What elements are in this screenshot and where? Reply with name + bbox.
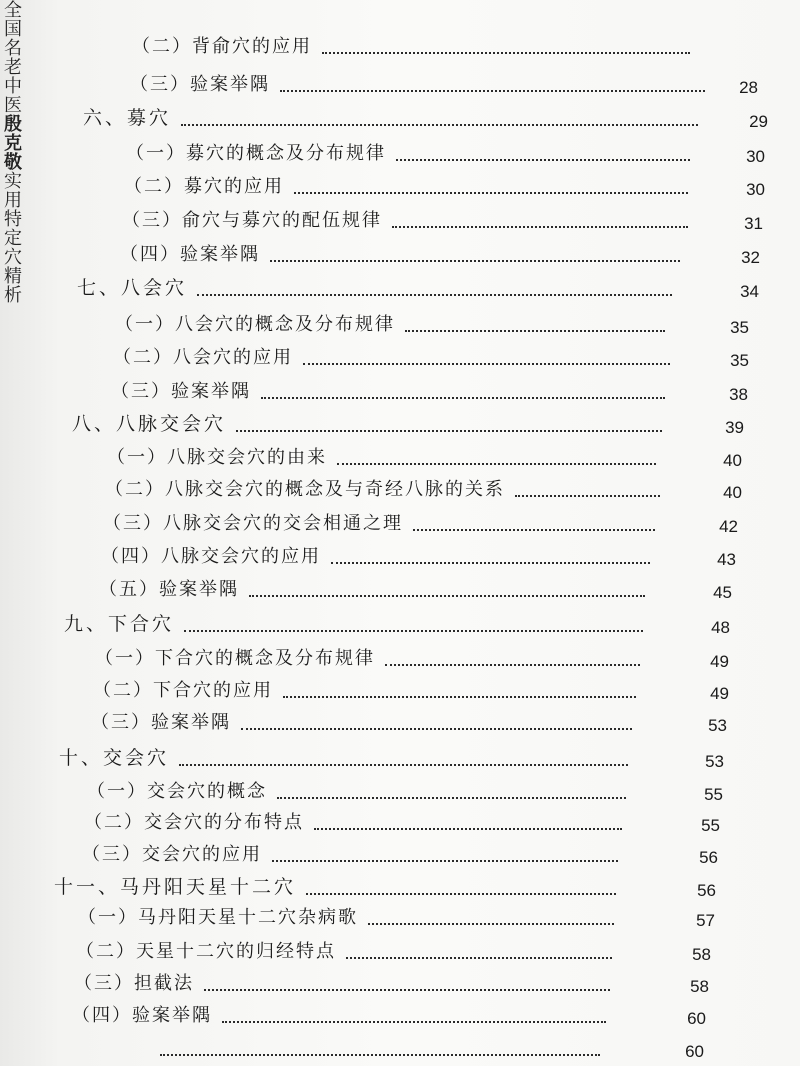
toc-entry-title: 十一、马丹阳天星十二穴: [54, 876, 297, 898]
toc-page-number: 56: [699, 848, 718, 867]
toc-page-number: 57: [696, 911, 715, 930]
toc-page-number: 31: [744, 214, 763, 233]
toc-entry-title: （二）下合穴的应用: [93, 680, 273, 701]
toc-page-number: 35: [730, 351, 749, 370]
toc-entry-title: （三）担截法: [74, 973, 194, 994]
toc-leader-dots: [392, 226, 688, 228]
toc-leader-dots: [283, 696, 636, 698]
toc-leader-dots: [322, 52, 690, 54]
toc-page-number: 55: [701, 816, 720, 835]
toc-entry-title: （一）募穴的概念及分布规律: [126, 143, 386, 164]
toc-entry-title: 六、募穴: [83, 107, 172, 129]
toc-subsection-entry[interactable]: [0, 206, 800, 236]
toc-entry-title: （三）验案举隅: [111, 381, 251, 402]
toc-page-number: 60: [685, 1042, 704, 1061]
toc-leader-dots: [405, 330, 665, 332]
toc-page-number: 28: [739, 78, 758, 97]
toc-entry-title: （五）验案举隅: [99, 579, 239, 600]
toc-entry-title: （一）下合穴的概念及分布规律: [95, 648, 375, 669]
toc-page-number: 49: [710, 652, 729, 671]
toc-leader-dots: [222, 1021, 606, 1023]
toc-entry-title: （一）八会穴的概念及分布规律: [115, 314, 395, 335]
toc-subsection-entry[interactable]: [0, 172, 800, 202]
toc-leader-dots: [396, 159, 690, 161]
toc-subsection-entry[interactable]: [0, 644, 800, 674]
toc-subsection-entry[interactable]: [0, 32, 800, 62]
toc-entry-title: （二）八会穴的应用: [113, 347, 293, 368]
toc-leader-dots: [331, 562, 650, 564]
toc-leader-dots: [197, 294, 672, 296]
toc-section-entry[interactable]: [0, 410, 800, 440]
toc-page-number: 60: [687, 1009, 706, 1028]
toc-leader-dots: [515, 495, 660, 497]
toc-leader-dots: [277, 797, 626, 799]
toc-leader-dots: [314, 828, 622, 830]
toc-page-number: 49: [710, 684, 729, 703]
toc-page-number: 40: [723, 483, 742, 502]
spine-book-title: 实用特定穴精析: [1, 171, 22, 304]
toc-entry-title: （一）八脉交会穴的由来: [107, 447, 327, 468]
toc-subsection-entry[interactable]: [0, 937, 800, 967]
toc-entry-title: （二）八脉交会穴的概念及与奇经八脉的关系: [105, 479, 505, 500]
toc-page-number: 55: [704, 785, 723, 804]
toc-page-number: 38: [729, 385, 748, 404]
toc-leader-dots: [270, 260, 680, 262]
toc-page-number: 43: [717, 550, 736, 569]
toc-leader-dots: [280, 90, 705, 92]
toc-leader-dots: [261, 397, 665, 399]
toc-page-number: 53: [705, 752, 724, 771]
toc-subsection-entry[interactable]: [0, 343, 800, 373]
toc-entry-title: （二）背俞穴的应用: [132, 36, 312, 57]
toc-entry-title: （一）交会穴的概念: [87, 781, 267, 802]
toc-page-number: 42: [719, 517, 738, 536]
toc-entry-title: 十、交会穴: [59, 747, 170, 769]
toc-leader-dots: [204, 989, 610, 991]
toc-page-number: 35: [730, 318, 749, 337]
spine-series: 全国名老中医: [1, 0, 22, 114]
toc-leader-dots: [337, 463, 656, 465]
toc-subsection-entry[interactable]: [0, 70, 800, 100]
toc-leader-dots: [179, 764, 628, 766]
toc-subsection-entry[interactable]: [0, 575, 800, 605]
toc-subsection-entry[interactable]: [0, 310, 800, 340]
toc-section-entry[interactable]: [0, 274, 800, 304]
toc-leader-dots: [413, 529, 655, 531]
toc-page-number: 30: [746, 180, 765, 199]
toc-entry-title: （四）验案举隅: [120, 244, 260, 265]
toc-leader-dots: [385, 664, 640, 666]
toc-leader-dots: [181, 124, 698, 126]
toc-leader-dots: [306, 893, 616, 895]
toc-page-number: 30: [746, 147, 765, 166]
toc-page-number: 53: [708, 716, 727, 735]
toc-leader-dots: [241, 728, 632, 730]
toc-entry-title: 八、八脉交会穴: [72, 413, 227, 435]
toc-page-number: 39: [725, 418, 744, 437]
toc-subsection-entry[interactable]: [0, 903, 800, 933]
toc-entry-title: （二）募穴的应用: [124, 176, 284, 197]
toc-entry-title: （四）验案举隅: [72, 1005, 212, 1026]
toc-page-number: 40: [723, 451, 742, 470]
toc-subsection-entry[interactable]: [0, 676, 800, 706]
toc-subsection-entry[interactable]: [0, 443, 800, 473]
toc-subsection-entry[interactable]: [0, 509, 800, 539]
toc-page-number: 32: [741, 248, 760, 267]
toc-section-entry[interactable]: [0, 104, 800, 134]
toc-leader-dots: [160, 1054, 600, 1056]
toc-entry-title: 七、八会穴: [77, 277, 188, 299]
toc-leader-dots: [272, 860, 618, 862]
toc-subsection-entry[interactable]: [0, 708, 800, 738]
toc-leader-dots: [303, 363, 670, 365]
toc-page-number: 56: [697, 881, 716, 900]
toc-leader-dots: [294, 192, 688, 194]
toc-page-number: 34: [740, 282, 759, 301]
toc-entry-title: （二）天星十二穴的归经特点: [76, 941, 336, 962]
toc-page-number: 29: [749, 112, 768, 131]
toc-page-number: 58: [692, 945, 711, 964]
toc-subsection-entry[interactable]: [0, 1001, 800, 1031]
toc-subsection-entry[interactable]: [0, 969, 800, 999]
toc-leader-dots: [368, 923, 614, 925]
toc-subsection-entry[interactable]: [0, 808, 800, 838]
toc-entry-title: （三）验案举隅: [130, 74, 270, 95]
toc-subsection-entry[interactable]: [0, 377, 800, 407]
toc-subsection-entry[interactable]: [0, 240, 800, 270]
toc-subsection-entry[interactable]: [0, 777, 800, 807]
toc-page-number: 48: [711, 618, 730, 637]
toc-page-number: 58: [690, 977, 709, 996]
toc-leader-dots: [346, 957, 612, 959]
toc-entry-title: （一）马丹阳天星十二穴杂病歌: [78, 907, 358, 928]
toc-subsection-entry[interactable]: [0, 139, 800, 169]
toc-subsection-entry[interactable]: [0, 542, 800, 572]
toc-subsection-entry[interactable]: [0, 1034, 800, 1064]
toc-entry-title: （三）验案举隅: [91, 712, 231, 733]
toc-subsection-entry[interactable]: [0, 475, 800, 505]
spine-author: 殷克敬: [1, 114, 22, 171]
toc-entry-title: （三）俞穴与募穴的配伍规律: [122, 210, 382, 231]
toc-leader-dots: [184, 630, 643, 632]
toc-entry-title: （三）交会穴的应用: [82, 844, 262, 865]
toc-leader-dots: [236, 430, 662, 432]
toc-entry-title: （四）八脉交会穴的应用: [101, 546, 321, 567]
toc-entry-title: （二）交会穴的分布特点: [84, 812, 304, 833]
toc-subsection-entry[interactable]: [0, 840, 800, 870]
toc-section-entry[interactable]: [0, 744, 800, 774]
toc-page-number: 45: [713, 583, 732, 602]
toc-section-entry[interactable]: [0, 873, 800, 903]
toc-leader-dots: [249, 595, 645, 597]
toc-entry-title: 九、下合穴: [64, 613, 175, 635]
toc-entry-title: （三）八脉交会穴的交会相通之理: [103, 513, 403, 534]
toc-section-entry[interactable]: [0, 610, 800, 640]
